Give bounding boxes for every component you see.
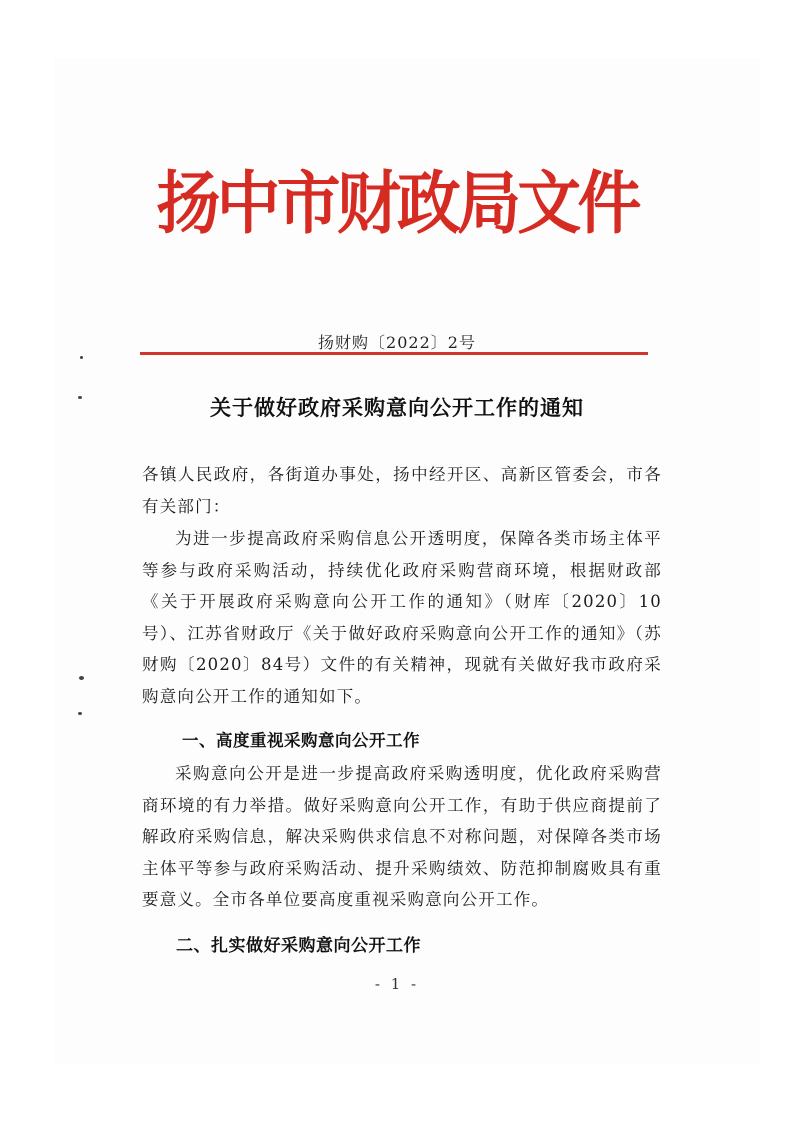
document-number: 扬财购〔2022〕2号 <box>318 333 476 352</box>
section-1-paragraph <box>142 758 662 916</box>
notice-title: 关于做好政府采购意向公开工作的通知 <box>210 395 584 420</box>
section-1-text: 采购意向公开是进一步提高政府采购透明度，优化政府采购营商环境的有力举措。做好采购意向公开工作，有助于供应商提前了解政府采购信息，解决采购供求信息不对称问题，对保障各类市场主体平等参与政府采购活动、提升采购绩效、防范抑制腐败具有重要意义。全市各单位要高度重视采购意向公开工作。 <box>142 764 662 909</box>
scan-speck <box>79 676 84 680</box>
section-2-heading: 二、扎实做好采购意向公开工作 <box>176 936 421 956</box>
addressee-text: 各镇人民政府，各街道办事处，扬中经开区、高新区管委会，市各有关部门： <box>142 465 662 516</box>
scan-speck <box>78 396 82 399</box>
scan-speck <box>80 356 83 359</box>
intro-paragraph <box>142 523 662 712</box>
addressee-paragraph <box>142 459 662 522</box>
scan-speck <box>78 712 82 715</box>
issuer-header-title: 扬中市财政局文件 <box>156 164 638 244</box>
section-1-heading: 一、高度重视采购意向公开工作 <box>182 731 420 750</box>
page-number: - 1 - <box>374 975 420 993</box>
intro-text: 为进一步提高政府采购信息公开透明度，保障各类市场主体平等参与政府采购活动，持续优化政府采购营商环境，根据财政部《关于开展政府采购意向公开工作的通知》（财库〔2020〕10号）、江苏省财政厅《关于做好政府采购意向公开工作的通知》（苏财购〔2020〕84号）文件的有关精神，现就有关做好我市政府采购意向公开工作的通知如下。 <box>142 529 662 706</box>
red-separator-line <box>140 352 648 355</box>
